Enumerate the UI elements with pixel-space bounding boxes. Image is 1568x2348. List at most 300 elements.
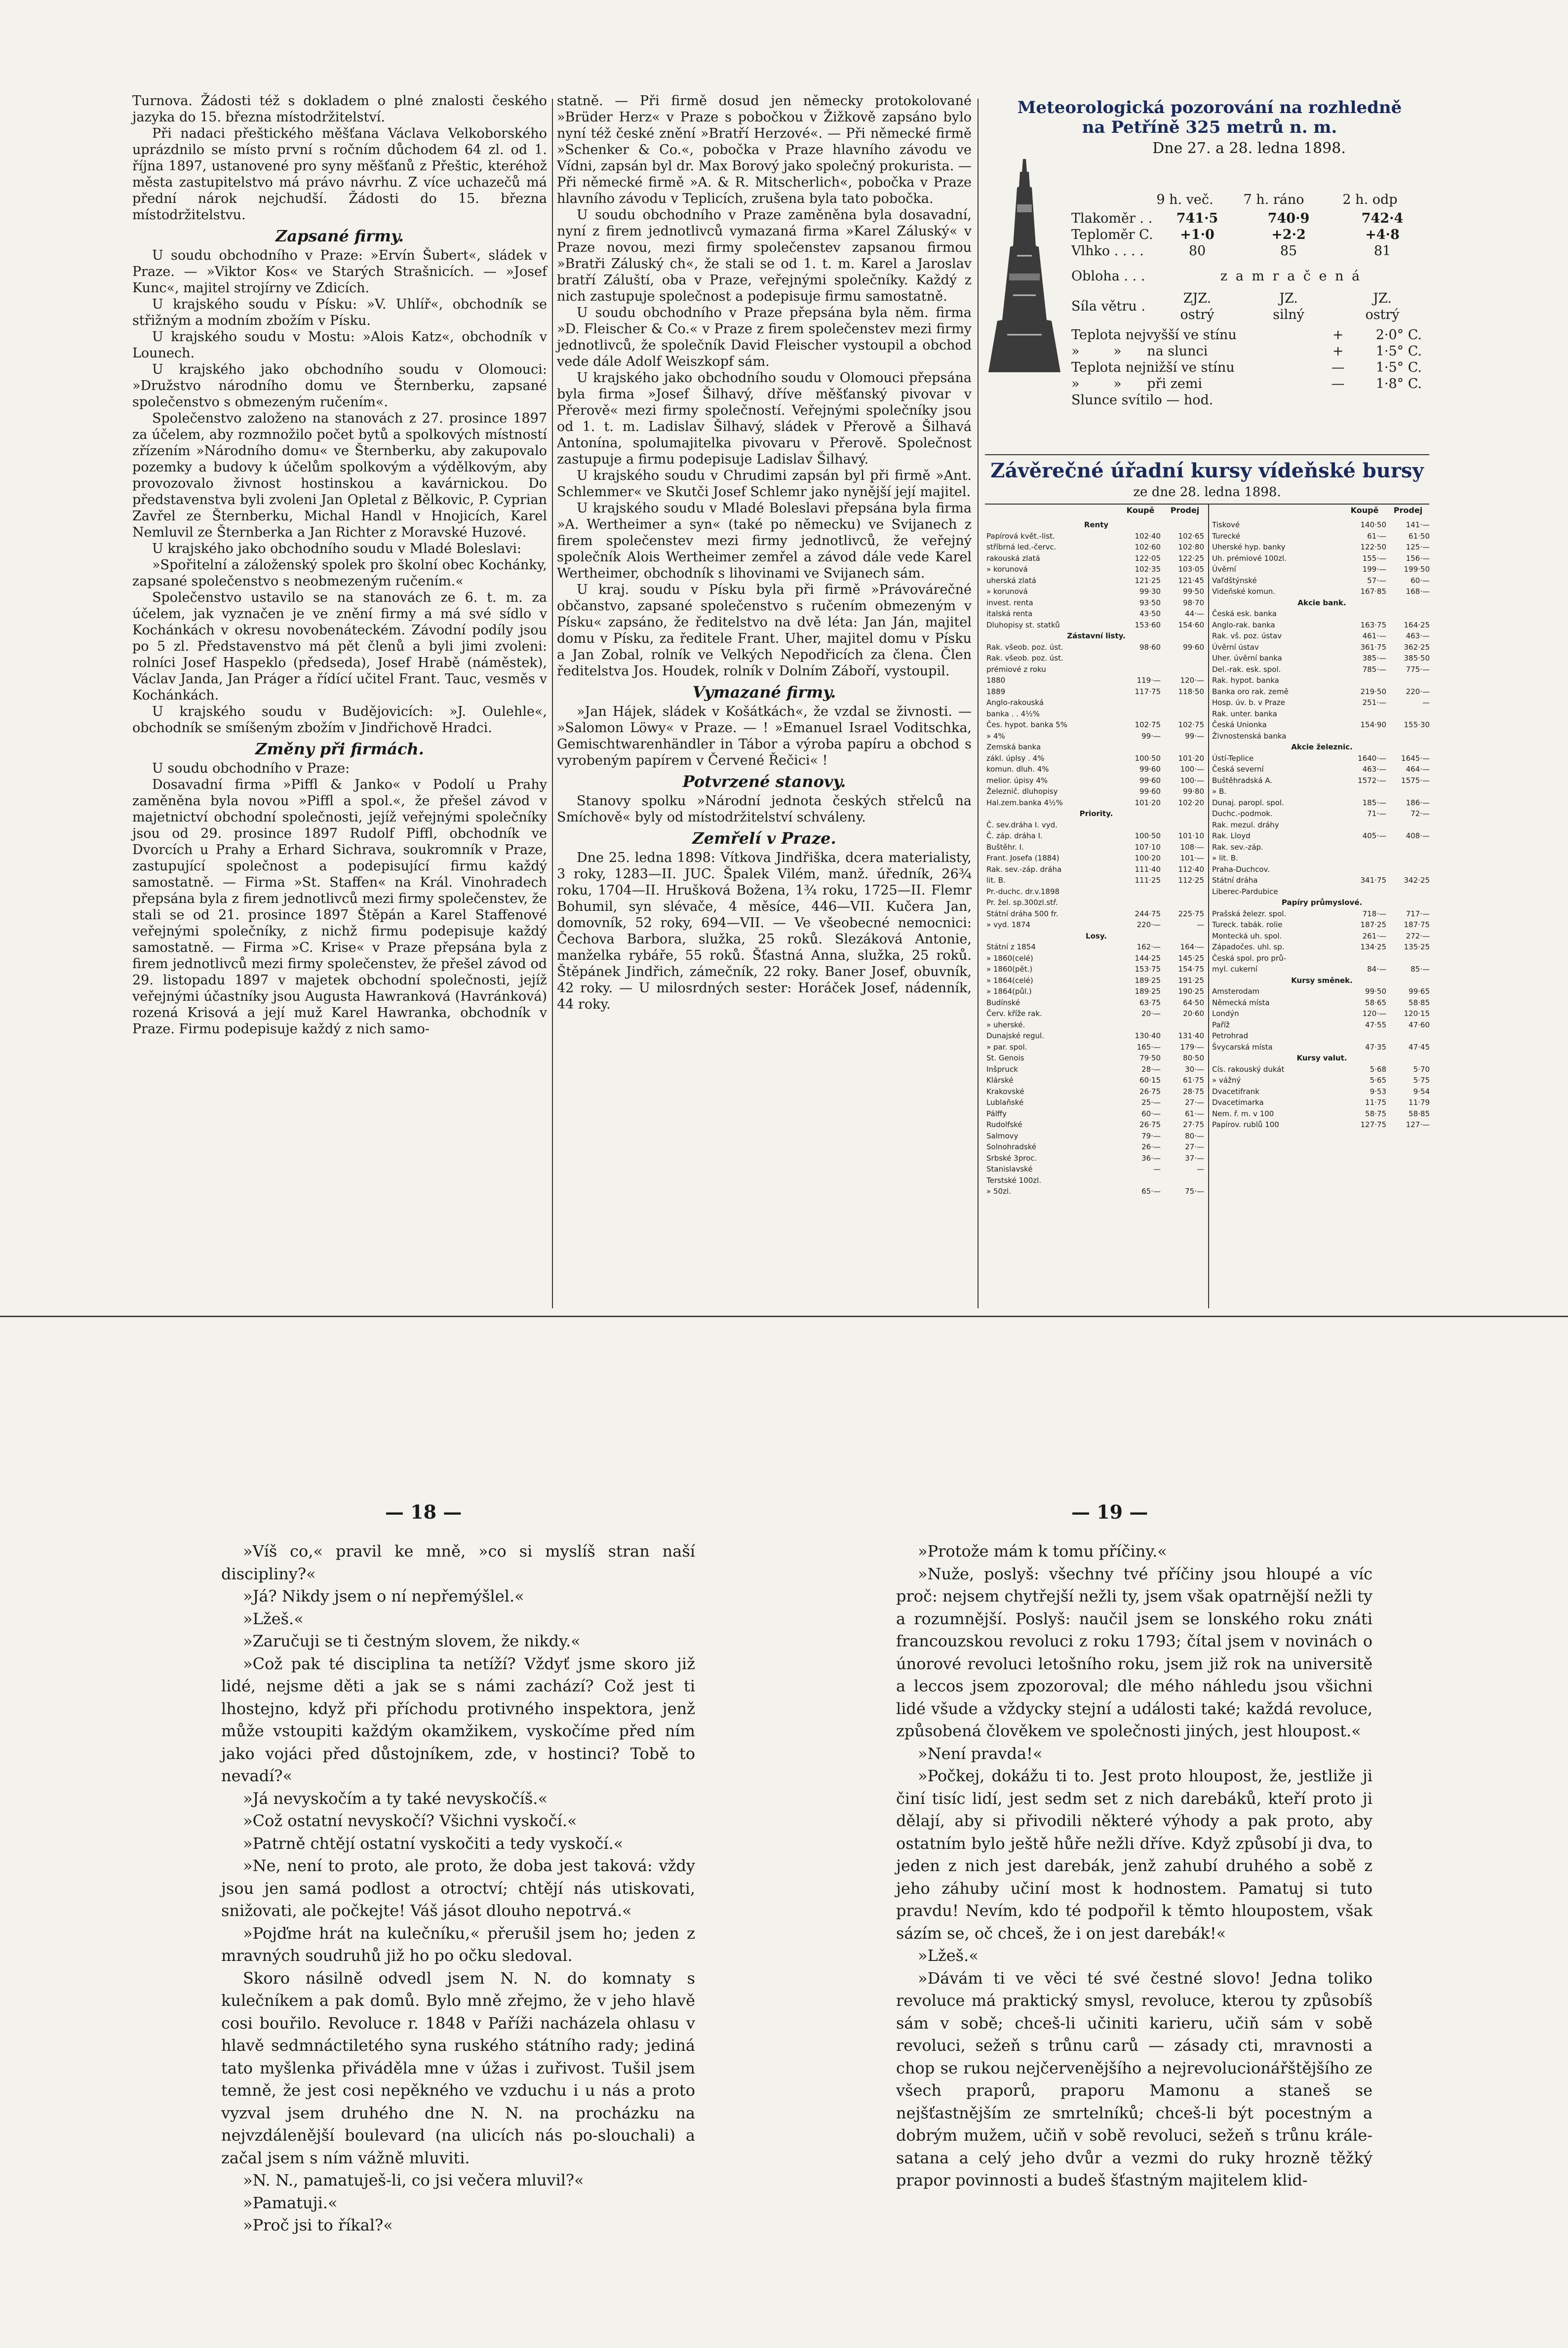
sell-price xyxy=(1161,664,1204,675)
meteo-row xyxy=(1071,392,1427,408)
buy-price xyxy=(1117,708,1161,720)
buy-price: 25·— xyxy=(1141,1098,1161,1107)
sell-price: 1575·— xyxy=(1401,776,1430,785)
security-name: Pr.-duchc. dr.v.1898 xyxy=(986,887,1060,896)
wind-strength: silný xyxy=(1273,307,1304,322)
buy-price: 361·75 xyxy=(1360,642,1386,652)
security-name: Del.-rak. esk. spol. xyxy=(1212,665,1281,674)
security-name: » par. spol. xyxy=(986,1042,1027,1052)
security-name: Praha-Duchcov. xyxy=(1212,864,1270,874)
sell-price: 141·— xyxy=(1406,520,1430,529)
bursa-row xyxy=(1212,853,1432,864)
security-name: Papírová květ.-list. xyxy=(986,531,1055,541)
value: +4·8 xyxy=(1365,227,1400,242)
paragraph: Dosavadní firma »Piffl & Janko« v Podolí u Prahy zaměněna byla novou »Piffl a spol.«, že přešel závod v majetnictví obchodní společnosti, jejíž veřejnými společníky jsou od 29. prosince 1897 Rudolf Piffl, obchodník ve Dvorcích u Prahy a Erhard Sichrava, soukromník v Praze, zastupující společnost a podepisující firmu každý samostatně. — Firma »St. Staffen« na Král. Vinohradech přepsána byla z firem jednotlivců mezi firmy společenstev, že stali se od 21. prosince 1897 Štěpán a Karel Staffenové veřejnými společníky, z nichž firmu podepisuje každý samostatně. — Firma »C. Krise« v Praze přepsána byla z firem jednotlivců mezi firmy společenstev, že přešel závod od 29. listopadu 1897 v majetek obchodní společnosti, jejíž veřejnými účastníky jsou Augusta Hawranková (Havránková) rozená Krisová a její muž Karel Hawranka, obchodník v Praze. Firmu podepisuje každý z nich samo- xyxy=(132,777,547,1037)
sell-price xyxy=(1161,886,1204,898)
sell-price: 28·75 xyxy=(1183,1087,1204,1096)
sell-price: 408·— xyxy=(1406,831,1430,840)
paragraph: U krajského soudu v Chrudimi zapsán byl při firmě »Ant. Schlemmer« ve Skutči Josef Schlemr jako nynější její majitel. xyxy=(557,468,972,500)
temp-label: » » při zemi xyxy=(1071,376,1203,391)
sell-price xyxy=(1161,1019,1204,1031)
sell-price: 145·25 xyxy=(1178,953,1204,963)
bursa-section-heading: Renty xyxy=(1084,520,1109,529)
security-name: » 1860(pět.) xyxy=(986,965,1033,974)
bursa-row xyxy=(986,742,1206,753)
wind-cell xyxy=(1239,290,1338,323)
security-name: » 1864(celé) xyxy=(986,976,1033,985)
security-name: Amsterodam xyxy=(1212,987,1260,996)
security-name: Stanislavské xyxy=(986,1165,1033,1174)
security-name: Česká Unionka xyxy=(1212,720,1267,729)
buy-price: 61·— xyxy=(1367,531,1386,541)
bursa-row xyxy=(986,786,1206,797)
bursa-row xyxy=(986,864,1206,875)
header-buy: Koupě xyxy=(1126,506,1155,515)
meteo-row xyxy=(1071,290,1427,323)
buy-price xyxy=(1343,708,1386,720)
security-name: Čes. hypot. banka 5% xyxy=(986,720,1067,729)
bursa-mid-rule xyxy=(1208,504,1209,1308)
sun-hours: Slunce svítilo — hod. xyxy=(1071,392,1214,408)
security-name: Uher. úvěrní banka xyxy=(1212,654,1282,663)
security-name: Rudolfské xyxy=(986,1120,1022,1129)
paragraph: »Počkej, dokážu ti to. Jest proto hloupost, že, jestliže ji činí tisíc lidí, jest sedm set z nich darebáků, kteří proto ji dělají, aby si přivodili některé výhody a pak proto, aby ostatním bylo ještě hůře nežli dříve. Když způsobí ji dva, to jeden z nich jest darebák, jenž zahubí druhého a sobě z jeho záhuby učiní most k hodnostem. Pamatuj si tuto pravdu! Nevím, kdo té podpořil k těmto hloupostem, však sázím se, oč chceš, že i on jest darebák!« xyxy=(896,1766,1372,1943)
bursa-row xyxy=(986,997,1206,1009)
buy-price: 102·60 xyxy=(1135,543,1161,551)
paragraph: statně. — Při firmě dosud jen německy protokolované »Brüder Herz« v Praze s pobočkou v Žižkově zapsáno bylo nyní též české znění »Bratří Herzové«. — Při německé firmě »Schenker & Co.«, pobočka v Praze hlavního závodu ve Vídni, zapsán byl dr. Max Borový jako společný prokurista. — Při německé firmě »A. & R. Mitscherlich«, pobočka v Praze hlavního závodu v Teplicích, zrušena byla tato pobočka. xyxy=(557,93,972,206)
sell-price: 102·80 xyxy=(1178,543,1204,551)
bursa-row xyxy=(1212,664,1432,675)
sell-price: 99·65 xyxy=(1409,987,1430,996)
security-name: Solnohradské xyxy=(986,1142,1037,1151)
sell-price: 121·45 xyxy=(1178,576,1204,585)
paragraph: »Proč jsi to říkal?« xyxy=(243,2216,393,2234)
column-divider xyxy=(552,99,553,1308)
security-name: » 4% xyxy=(986,731,1005,741)
paragraph: U soudu obchodního v Praze přepsána byla něm. firma »D. Fleischer & Co.« v Praze z firem společenstev mezi firmy jednotlivců, že společník David Fleischer vystoupil a obchod vede dále Adolf Weiszkopf sám. xyxy=(557,305,972,369)
paragraph: »Což pak té disciplina ta netíží? Vždyť jsme skoro již lidé, nejsme děti a jak se s námi zachází? Což jest ti lhostejno, když při příchodu protivného inspektora, jenž může vstoupiti každým okamžikem, vyskočíme před ním jako vojáci před důstojníkem, zde, v hostinci? Tobě to nevadí?« xyxy=(221,1654,695,1785)
buy-price: 185·— xyxy=(1362,798,1386,807)
buy-price: 251·— xyxy=(1362,698,1386,707)
section-heading: Vymazané firmy. xyxy=(692,683,836,702)
meteo-row xyxy=(1071,243,1427,259)
bursa-row xyxy=(986,941,1206,953)
value: z a m r a č e n á xyxy=(1220,269,1362,284)
lower-left-text xyxy=(221,1540,695,2237)
sell-price xyxy=(1161,653,1204,664)
buy-price xyxy=(1343,953,1386,964)
bursa-row xyxy=(986,1186,1206,1197)
sell-price: 85·— xyxy=(1411,965,1430,974)
bursa-section-heading: Priority. xyxy=(1079,809,1113,818)
buy-price: 121·25 xyxy=(1135,576,1161,585)
bursa-section-heading: Akcie bank. xyxy=(1297,598,1346,607)
sell-price: 99·50 xyxy=(1183,587,1204,596)
bursa-row xyxy=(986,1131,1206,1142)
bursa-row xyxy=(1212,686,1432,698)
security-name: » vážný xyxy=(1212,1076,1241,1085)
value: 80 xyxy=(1188,243,1206,259)
bursa-section-heading: Papíry průmyslové. xyxy=(1281,898,1363,907)
bursa-row xyxy=(986,697,1206,708)
temp-row xyxy=(1071,376,1427,392)
temp-label: Teplota nejnižší ve stínu xyxy=(1071,360,1235,375)
sell-price xyxy=(1386,853,1430,864)
security-name: Cís. rakouský dukát xyxy=(1212,1064,1285,1074)
bursa-row xyxy=(986,1175,1206,1186)
sell-price: 164·— xyxy=(1180,942,1204,951)
paragraph: »Ne, není to proto, ale proto, že doba jest taková: vždy jsou jen samá podlost a otroctví; chtějí nás utiskovati, snižovati, ale počkejte! Váš jásot dlouho nepotrvá.« xyxy=(221,1856,695,1920)
buy-price: 9·53 xyxy=(1370,1087,1386,1096)
row-label: Obloha . . . xyxy=(1071,269,1145,284)
bursa-row xyxy=(986,797,1206,809)
security-name: » B. xyxy=(1212,787,1227,796)
temp-label: » » na slunci xyxy=(1071,344,1208,359)
paragraph: »Jan Hájek, sládek v Košátkách«, že vzdal se živnosti. — »Salomon Löwy« v Praze. — ! »Emanuel Israel Voditschka, Gemischtwarenhändler in Tábor a výroba papíru a obchod s vyrobeným papírem v Červené Řečici« ! xyxy=(557,704,972,768)
buy-price: 463·— xyxy=(1362,765,1386,774)
meteo-row xyxy=(1071,210,1427,227)
buy-price: 43·50 xyxy=(1139,609,1161,618)
value: 81 xyxy=(1373,243,1391,259)
column-1 xyxy=(132,93,547,1037)
sell-price: 80·— xyxy=(1185,1131,1204,1140)
buy-price: 99·— xyxy=(1141,731,1161,741)
security-name: Hosp. úv. b. v Praze xyxy=(1212,698,1286,707)
buy-price: 57·— xyxy=(1367,576,1386,585)
hour-col: 2 h. odp xyxy=(1342,192,1398,207)
sell-price: 100·— xyxy=(1180,765,1204,774)
temp-value: 1·5° C. xyxy=(1375,344,1422,359)
bursa-title: Závěrečné úřadní kursy vídeňské bursy xyxy=(990,459,1424,482)
bursa-row xyxy=(1212,908,1432,920)
security-name: Frant. Josefa (1884) xyxy=(986,854,1059,862)
sell-price: 463·— xyxy=(1406,631,1430,640)
buy-price: 5·68 xyxy=(1370,1064,1386,1074)
page-number-left: — 18 — xyxy=(385,1501,462,1523)
buy-price: 99·60 xyxy=(1139,765,1161,774)
buy-price: 36·— xyxy=(1141,1153,1161,1163)
buy-price: 28·— xyxy=(1141,1064,1161,1074)
sell-price xyxy=(1161,697,1204,708)
bursa-row xyxy=(986,830,1206,842)
buy-price: 100·50 xyxy=(1135,831,1161,840)
sell-price xyxy=(1386,608,1430,620)
bursa-row xyxy=(1212,764,1432,775)
sell-price: 179·— xyxy=(1180,1042,1204,1052)
bursa-row xyxy=(986,1119,1206,1131)
row-label: Teploměr C. xyxy=(1071,227,1153,242)
sell-price: 102·20 xyxy=(1178,798,1204,807)
wind-dir: ZJZ. xyxy=(1183,291,1212,306)
sell-price xyxy=(1161,820,1204,831)
sell-price: 47·45 xyxy=(1409,1042,1430,1052)
sell-price: 75·— xyxy=(1185,1187,1204,1196)
sell-price: 717·— xyxy=(1406,909,1430,918)
sell-price: 108·— xyxy=(1180,842,1204,852)
buy-price: 100·20 xyxy=(1135,854,1161,862)
paragraph: Společenstvo ustavilo se na stanovách ze 6. t. m. za účelem, jak vyznačen je ve znění firmy a má své sídlo v Kochánkách v okresu novobenáteckém. Závodní podíly jsou po 5 zl. Představenstvo má pět členů a byli jimi zvoleni: rolníci Josef Haspeklo (předseda), Josef Hrabě (náměstek), Václav Janda, Jan Práger a řídící učitel Frant. Tauc, vesměs v Kochánkách. xyxy=(132,590,547,703)
sell-price: 101·10 xyxy=(1178,831,1204,840)
security-name: Rak. sev.-záp. xyxy=(1212,842,1263,852)
temp-label: Teplota nejvyšší ve stínu xyxy=(1071,327,1237,343)
buy-price: 93·50 xyxy=(1139,598,1161,607)
security-name: Buštěhradská A. xyxy=(1212,776,1273,785)
temp-value: 1·5° C. xyxy=(1375,360,1422,375)
value: +2·2 xyxy=(1271,227,1306,242)
security-name: » vyd. 1874 xyxy=(986,920,1030,929)
buy-price xyxy=(1117,1175,1161,1186)
buy-price: 99·60 xyxy=(1139,776,1161,785)
bursa-row xyxy=(1212,842,1432,853)
security-name: Salmovy xyxy=(986,1131,1019,1140)
bursa-top-rule xyxy=(985,504,1429,505)
sell-price: 99·— xyxy=(1185,731,1204,741)
bursa-row xyxy=(986,731,1206,742)
bursa-row xyxy=(986,875,1206,886)
buy-price: 111·40 xyxy=(1135,864,1161,874)
sell-price: 102·65 xyxy=(1178,531,1204,541)
security-name: Petrohrad xyxy=(1212,1031,1249,1040)
bursa-row xyxy=(986,1008,1206,1019)
bursa-row xyxy=(986,608,1206,620)
buy-price: 119·— xyxy=(1137,676,1161,685)
bursa-row xyxy=(986,1164,1206,1175)
security-name: Uherské hyp. banky xyxy=(1212,543,1286,551)
buy-price xyxy=(1117,897,1161,908)
bursa-row xyxy=(986,642,1206,653)
value: 742·4 xyxy=(1361,211,1404,226)
security-name: Vaľdštýnské xyxy=(1212,576,1257,585)
bursa-row xyxy=(986,908,1206,920)
buy-price: 127·75 xyxy=(1360,1120,1386,1129)
sell-price xyxy=(1161,1175,1204,1186)
sell-price: 120·— xyxy=(1180,676,1204,685)
bursa-row xyxy=(1212,875,1432,886)
buy-price: 461·— xyxy=(1362,631,1386,640)
security-name: Inšpruck xyxy=(986,1064,1018,1074)
sell-price xyxy=(1386,953,1430,964)
buy-price: 1640·— xyxy=(1358,753,1386,763)
sell-price: 220·— xyxy=(1406,687,1430,696)
bursa-row xyxy=(1212,931,1432,942)
sell-price xyxy=(1161,708,1204,720)
sell-price: 135·25 xyxy=(1404,942,1430,951)
paragraph: »Dávám ti ve věci té své čestné slovo! Jedna tolikо revoluce má praktický smysl, revoluce, kterou ty způsobíš sám v sobě; chceš-li učiniti karieru, učiň sám v sobě revoluci, sežeň s trůnu carů — zásady cti, mravnosti a chop se rukou nejčervenějšího a nejrevolucionářštějšího ze všech praporů, praporu Mamonu a staneš se nejšťastnějším ze smrtelníků; chceš-li být pocestným a dobrým mužem, učiň v sobě revoluci, sežeň s trůnu krále-satana a celý jeho dvůr a vezmi do ruky hrozně těžký prapor povinnosti a budeš šťastným majitelem klid- xyxy=(896,1968,1372,2190)
buy-price: 47·35 xyxy=(1365,1042,1386,1052)
value: 741·5 xyxy=(1176,211,1218,226)
buy-price xyxy=(1343,842,1386,853)
sell-price xyxy=(1161,897,1204,908)
sell-price: 61·— xyxy=(1185,1109,1204,1118)
bursa-row xyxy=(986,1086,1206,1097)
bursa-row xyxy=(1212,731,1432,742)
buy-price: 718·— xyxy=(1362,909,1386,918)
security-name: Pálffy xyxy=(986,1109,1007,1118)
security-name: Londýn xyxy=(1212,1009,1239,1018)
buy-price xyxy=(1117,1019,1161,1031)
buy-price: 98·60 xyxy=(1139,642,1161,652)
security-name: prémiové z roku xyxy=(986,665,1046,674)
paragraph: »Víš co,« pravil ke mně, »co si myslíš stran naší discipliny?« xyxy=(221,1542,695,1583)
security-name: Rak. sev.-záp. dráha xyxy=(986,864,1062,874)
sell-price: 100·— xyxy=(1180,776,1204,785)
security-name: Státní z 1854 xyxy=(986,942,1036,951)
buy-price: 199·— xyxy=(1362,565,1386,574)
bursa-row xyxy=(1212,919,1432,931)
bursa-row xyxy=(1212,630,1432,642)
paragraph: U krajského jako obchodního soudu v Olomouci přepsána byla firma »Josef Šilhavý, dříve měšťanský pivovar v Přerově« mezi firmy společností. Veřejnými společníky jsou od 1. t. m. Ladislav Šilhavý, sládek v Přerově a Šilhavá Antonína, spolumajitelka pivovaru v Přerově. Společnost zastupuje a firmu podepisuje Ladislav Šilhavý. xyxy=(557,370,972,467)
security-name: Švycarská místa xyxy=(1212,1042,1273,1052)
buy-price: 117·75 xyxy=(1135,687,1161,696)
sell-price: 20·60 xyxy=(1183,1009,1204,1018)
buy-price: 122·05 xyxy=(1135,553,1161,563)
security-name: » 1860(celé) xyxy=(986,953,1033,963)
bursa-row xyxy=(1212,531,1432,542)
header-sell: Prodej xyxy=(1393,506,1423,515)
bursa-header-right xyxy=(1343,506,1432,515)
security-name: » 50zl. xyxy=(986,1187,1011,1196)
bursa-row xyxy=(986,1042,1206,1053)
meteo-box xyxy=(987,98,1432,453)
bursa-row xyxy=(1212,620,1432,631)
buy-price: 101·20 xyxy=(1135,798,1161,807)
sell-price: 112·25 xyxy=(1178,876,1204,885)
buy-price: 111·25 xyxy=(1135,876,1161,885)
buy-price: 189·25 xyxy=(1135,976,1161,985)
sell-price: 190·25 xyxy=(1178,987,1204,996)
paragraph: U kraj. soudu v Písku byla při firmě »Právovárečné občanstvo, zapsané společenstvo s ručením obmezeným v Písku« zapsáno, že ředitelstvo na dvě léta: Jan Ján, majitel domu v Písku, za ředitele Frant. Uher, majitel domu v Písku a Jan Zobal, rolník ve Velkých Nepodřicích za člena. Člen ředitelstva Jos. Houdek, rolník v Dolním Záboří, vystoupil. xyxy=(557,582,972,679)
bursa-row xyxy=(1212,864,1432,875)
security-name: » korunová xyxy=(986,587,1028,596)
bursa-section-heading: Akcie železnic. xyxy=(1291,743,1353,751)
bursa-row xyxy=(1212,642,1432,653)
security-name: Dunaj. paropl. spol. xyxy=(1212,798,1284,807)
sell-price: 131·40 xyxy=(1178,1031,1204,1040)
buy-price: 71·— xyxy=(1367,809,1386,818)
paragraph: Společenstvo založeno na stanovách z 27. prosince 1897 za účelem, aby rozmnožilo počet bytů a spolkových místností zřízením »Národního domu« ve Šternberku, aby zakupovalo pozemky a budovy k účelům spolkovým a výdělkovým, aby provozovalo živnost hostinskou a kavárnickou. Do představenstva byli zvoleni Jan Opletal z Bělkovic, P. Cyprian Zavřel ze Šternberku, Michal Handl v Hnojicích, Karel Nemluvil ze Šternberka a Jan Richter z Moravské Huzové. xyxy=(132,411,547,540)
security-name: Červ. kříže rak. xyxy=(986,1009,1042,1018)
bursa-row xyxy=(986,919,1206,931)
security-name: Česká spol. pro prů- xyxy=(1212,953,1287,963)
sell-price: 98·70 xyxy=(1183,598,1204,607)
paragraph: »Spořitelní a záloženský spolek pro školní obec Kochánky, zapsané společenstvo s neobmezeným ručením.« xyxy=(132,557,547,589)
security-name: Montecká uh. spol. xyxy=(1212,931,1282,940)
buy-price: 99·60 xyxy=(1139,787,1161,796)
buy-price: 79·50 xyxy=(1139,1054,1161,1062)
paragraph: Při nadaci přeštického měšťana Václava Velkoborského uprázdnilo se místo první s ročním důchodem 64 zl. od 1. října 1897, ustanovené pro syny měšťanů z Přeštic, kteréhož města zastupitelstvo má právo návrhu. Z více uchazečů má přední nárok nejchudší. Žádosti do 15. března místodržitelstvu. xyxy=(132,126,547,223)
sell-price: — xyxy=(1197,1165,1204,1174)
temp-row xyxy=(1071,343,1427,359)
value: +1·0 xyxy=(1180,227,1215,242)
buy-price: 385·— xyxy=(1362,654,1386,663)
row-label: Tlakoměr . . xyxy=(1071,211,1153,226)
paragraph: »Já? Nikdy jsem o ní nepřemýšlel.« xyxy=(243,1587,524,1605)
security-name: Dvacetimarka xyxy=(1212,1098,1264,1107)
bursa-row xyxy=(986,1064,1206,1075)
paragraph: U soudu obchodního v Praze: xyxy=(152,761,350,776)
sell-price xyxy=(1386,1030,1430,1042)
buy-price: 5·65 xyxy=(1370,1076,1386,1085)
bursa-row xyxy=(986,975,1206,986)
buy-price: 219·50 xyxy=(1360,687,1386,696)
buy-price: 244·75 xyxy=(1135,909,1161,918)
bursa-section-heading: Zástavní listy. xyxy=(1067,631,1126,640)
sell-price: 60·— xyxy=(1411,576,1430,585)
bursa-row xyxy=(1212,719,1432,731)
security-name: Rak. všeob. poz. úst. xyxy=(986,654,1063,663)
sell-price: 64·50 xyxy=(1183,998,1204,1007)
buy-price: 1572·— xyxy=(1358,776,1386,785)
buy-price: 189·25 xyxy=(1135,987,1161,996)
sell-price: 225·75 xyxy=(1178,909,1204,918)
buy-price: 47·55 xyxy=(1365,1020,1386,1029)
divider xyxy=(985,454,1429,455)
sell-price: 103·05 xyxy=(1178,565,1204,574)
buy-price: 162·— xyxy=(1137,942,1161,951)
bursa-row xyxy=(986,764,1206,775)
buy-price: 405·— xyxy=(1362,831,1386,840)
bursa-row xyxy=(1212,1019,1432,1031)
security-name: rakouská zlatá xyxy=(986,553,1040,563)
paragraph: »Pamatuji.« xyxy=(243,2193,338,2212)
header-sell: Prodej xyxy=(1170,506,1200,515)
paragraph: »Lžeš.« xyxy=(918,1946,979,1965)
buy-price: 20·— xyxy=(1141,1009,1161,1018)
security-name: » 1864(půl.) xyxy=(986,987,1032,996)
security-name: Dvacetifrank xyxy=(1212,1087,1259,1096)
sell-price: 464·— xyxy=(1406,765,1430,774)
temp-row xyxy=(1071,327,1427,343)
hour-col: 9 h. več. xyxy=(1156,192,1214,207)
bursa-row xyxy=(1212,1030,1432,1042)
bursa-row xyxy=(1212,775,1432,786)
buy-price: 130·40 xyxy=(1135,1031,1161,1040)
buy-price: 155·— xyxy=(1362,553,1386,563)
sell-price: 58·85 xyxy=(1409,998,1430,1007)
security-name: Rak. unter. banka xyxy=(1212,709,1277,718)
wind-cell xyxy=(1155,290,1239,323)
sell-price: 272·— xyxy=(1406,931,1430,940)
sell-price: 47·60 xyxy=(1409,1020,1430,1029)
bursa-row xyxy=(1212,1075,1432,1086)
security-name: Anglo-rak. banka xyxy=(1212,620,1275,629)
bursa-row xyxy=(986,886,1206,898)
sell-price: 187·75 xyxy=(1404,920,1430,929)
paragraph: U soudu obchodního v Praze: »Ervín Šubert«, sládek v Praze. — »Viktor Kos« ve Starých Strašnicích. — »Josef Kunc«, majitel strojírny ve Zdicích. xyxy=(132,248,547,296)
sell-price: 99·60 xyxy=(1183,642,1204,652)
temp-value: 1·8° C. xyxy=(1375,376,1422,391)
security-name: komun. dluh. 4% xyxy=(986,765,1049,774)
buy-price xyxy=(1117,820,1161,831)
sell-price: 168·— xyxy=(1406,587,1430,596)
bursa-right-column xyxy=(1212,519,1432,1131)
bursa-row xyxy=(1212,786,1432,797)
sell-price xyxy=(1386,708,1430,720)
security-name: Česká esk. banka xyxy=(1212,609,1277,618)
security-name: Rak. Lloyd xyxy=(1212,831,1251,840)
security-name: Duchc.-podmok. xyxy=(1212,809,1273,818)
bursa-row xyxy=(986,553,1206,564)
security-name: Rak. všeob. poz. úst. xyxy=(986,642,1063,652)
bursa-row xyxy=(986,953,1206,964)
bursa-row xyxy=(986,1075,1206,1086)
paragraph: Turnova. Žádosti též s dokladem o plné znalosti českého jazyka do 15. března místodržitelství. xyxy=(132,93,547,125)
security-name: Západočes. uhl. sp. xyxy=(1212,942,1285,951)
security-name: stříbrná led.-červc. xyxy=(986,543,1057,551)
bursa-row xyxy=(1212,653,1432,664)
bursa-row xyxy=(986,1097,1206,1108)
security-name: Anglo-rakouská xyxy=(986,698,1044,707)
